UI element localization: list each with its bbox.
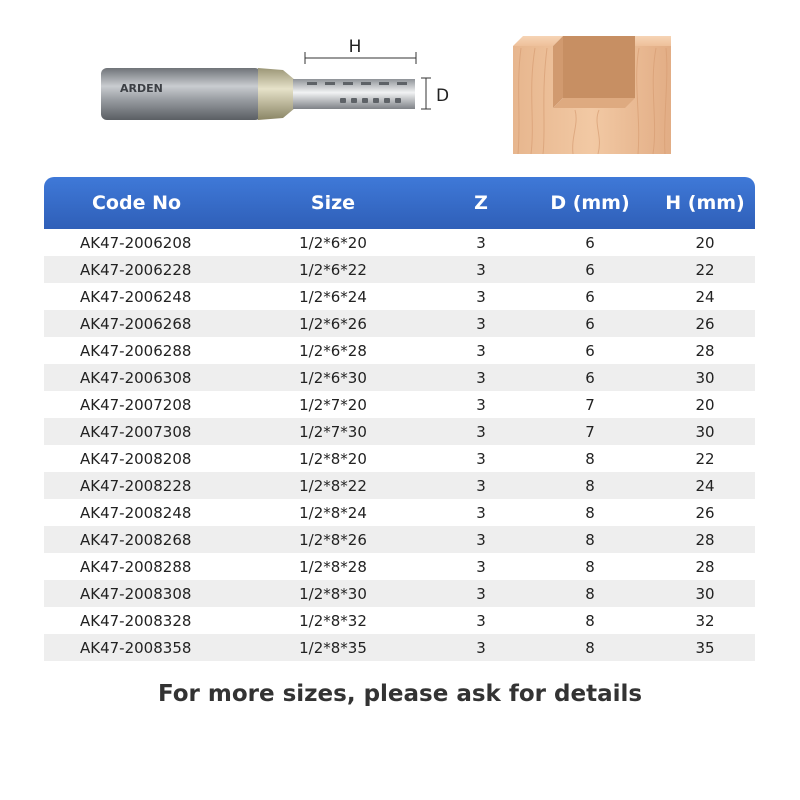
cell-code-no: AK47-2006208: [80, 233, 192, 252]
cell-d-mm: 6: [585, 233, 595, 252]
cell-code-no: AK47-2006308: [80, 368, 192, 387]
shank-brand: ARDEN: [120, 82, 163, 95]
cell-code-no: AK47-2008268: [80, 530, 192, 549]
cell-z: 3: [476, 503, 486, 522]
cell-h-mm: 26: [695, 314, 715, 333]
table-header: [44, 177, 755, 229]
cell-size: 1/2*6*24: [299, 287, 367, 306]
cell-z: 3: [476, 422, 486, 441]
cell-h-mm: 26: [695, 503, 715, 522]
cell-z: 3: [476, 260, 486, 279]
h-dimension: [305, 37, 416, 64]
cell-d-mm: 6: [585, 368, 595, 387]
cell-code-no: AK47-2006248: [80, 287, 192, 306]
header-h-mm: H (mm): [665, 192, 745, 214]
cell-z: 3: [476, 395, 486, 414]
cell-z: 3: [476, 314, 486, 333]
cell-code-no: AK47-2008208: [80, 449, 192, 468]
table-row: [44, 580, 755, 607]
table-row: [44, 364, 755, 391]
cell-h-mm: 28: [695, 530, 715, 549]
cell-size: 1/2*8*30: [299, 584, 367, 603]
cell-z: 3: [476, 530, 486, 549]
cell-d-mm: 8: [585, 503, 595, 522]
header-code-no: Code No: [91, 192, 182, 214]
cell-z: 3: [476, 611, 486, 630]
cell-h-mm: 22: [695, 260, 715, 279]
cell-z: 3: [476, 638, 486, 657]
table-row: [44, 607, 755, 634]
cell-d-mm: 8: [585, 584, 595, 603]
cell-d-mm: 7: [585, 422, 595, 441]
table-row: [44, 337, 755, 364]
cell-code-no: AK47-2008358: [80, 638, 192, 657]
table-row: [44, 499, 755, 526]
cell-h-mm: 22: [695, 449, 715, 468]
cell-h-mm: 20: [695, 233, 715, 252]
table-row: [44, 256, 755, 283]
cell-d-mm: 6: [585, 314, 595, 333]
table-row: [44, 391, 755, 418]
table-row: [44, 283, 755, 310]
cell-d-mm: 8: [585, 557, 595, 576]
cell-h-mm: 35: [695, 638, 715, 657]
cell-d-mm: 6: [585, 341, 595, 360]
cell-h-mm: 24: [695, 287, 715, 306]
table-row: [44, 472, 755, 499]
cell-d-mm: 7: [585, 395, 595, 414]
cell-size: 1/2*8*22: [299, 476, 367, 495]
cell-code-no: AK47-2006228: [80, 260, 192, 279]
wood-groove-illustration: [513, 36, 671, 154]
cell-size: 1/2*6*28: [299, 341, 367, 360]
table-body: [44, 229, 755, 661]
header-size: Size: [310, 192, 356, 214]
cell-z: 3: [476, 368, 486, 387]
cell-size: 1/2*6*20: [299, 233, 367, 252]
cell-size: 1/2*7*20: [299, 395, 367, 414]
cell-code-no: AK47-2006288: [80, 341, 192, 360]
cell-d-mm: 8: [585, 530, 595, 549]
cell-size: 1/2*8*20: [299, 449, 367, 468]
header-z: Z: [474, 192, 488, 214]
cell-code-no: AK47-2008248: [80, 503, 192, 522]
cell-h-mm: 32: [695, 611, 715, 630]
cell-size: 1/2*8*32: [299, 611, 367, 630]
cell-h-mm: 24: [695, 476, 715, 495]
table-row: [44, 229, 755, 256]
cell-size: 1/2*6*30: [299, 368, 367, 387]
collar: [258, 68, 295, 120]
cell-z: 3: [476, 449, 486, 468]
cell-h-mm: 20: [695, 395, 715, 414]
cell-z: 3: [476, 287, 486, 306]
cell-h-mm: 30: [695, 584, 715, 603]
cell-z: 3: [476, 341, 486, 360]
footer-note: For more sizes, please ask for details: [157, 681, 643, 707]
cell-h-mm: 28: [695, 557, 715, 576]
cell-z: 3: [476, 584, 486, 603]
cell-code-no: AK47-2006268: [80, 314, 192, 333]
cell-d-mm: 6: [585, 287, 595, 306]
cell-d-mm: 6: [585, 260, 595, 279]
cell-z: 3: [476, 233, 486, 252]
cell-code-no: AK47-2007308: [80, 422, 192, 441]
specification-table: [44, 177, 755, 661]
cell-size: 1/2*6*22: [299, 260, 367, 279]
h-label: H: [348, 37, 362, 57]
cell-size: 1/2*8*35: [299, 638, 367, 657]
cell-h-mm: 30: [695, 422, 715, 441]
cell-size: 1/2*6*26: [299, 314, 367, 333]
header-d-mm: D (mm): [550, 192, 630, 214]
cell-size: 1/2*8*24: [299, 503, 367, 522]
cell-code-no: AK47-2008288: [80, 557, 192, 576]
router-bit-diagram: [95, 30, 455, 130]
cell-z: 3: [476, 557, 486, 576]
cell-d-mm: 8: [585, 449, 595, 468]
cell-size: 1/2*8*28: [299, 557, 367, 576]
cell-d-mm: 8: [585, 476, 595, 495]
table-row: [44, 310, 755, 337]
d-dimension: [421, 78, 449, 109]
cell-code-no: AK47-2008328: [80, 611, 192, 630]
cell-code-no: AK47-2007208: [80, 395, 192, 414]
table-row: [44, 445, 755, 472]
table-row: [44, 553, 755, 580]
table-row: [44, 418, 755, 445]
cell-code-no: AK47-2008308: [80, 584, 192, 603]
cell-h-mm: 30: [695, 368, 715, 387]
table-row: [44, 526, 755, 553]
cell-h-mm: 28: [695, 341, 715, 360]
table-row: [44, 634, 755, 661]
d-label: D: [436, 86, 450, 106]
cell-z: 3: [476, 476, 486, 495]
cell-d-mm: 8: [585, 638, 595, 657]
cell-size: 1/2*7*30: [299, 422, 367, 441]
cell-d-mm: 8: [585, 611, 595, 630]
cell-size: 1/2*8*26: [299, 530, 367, 549]
cell-code-no: AK47-2008228: [80, 476, 192, 495]
